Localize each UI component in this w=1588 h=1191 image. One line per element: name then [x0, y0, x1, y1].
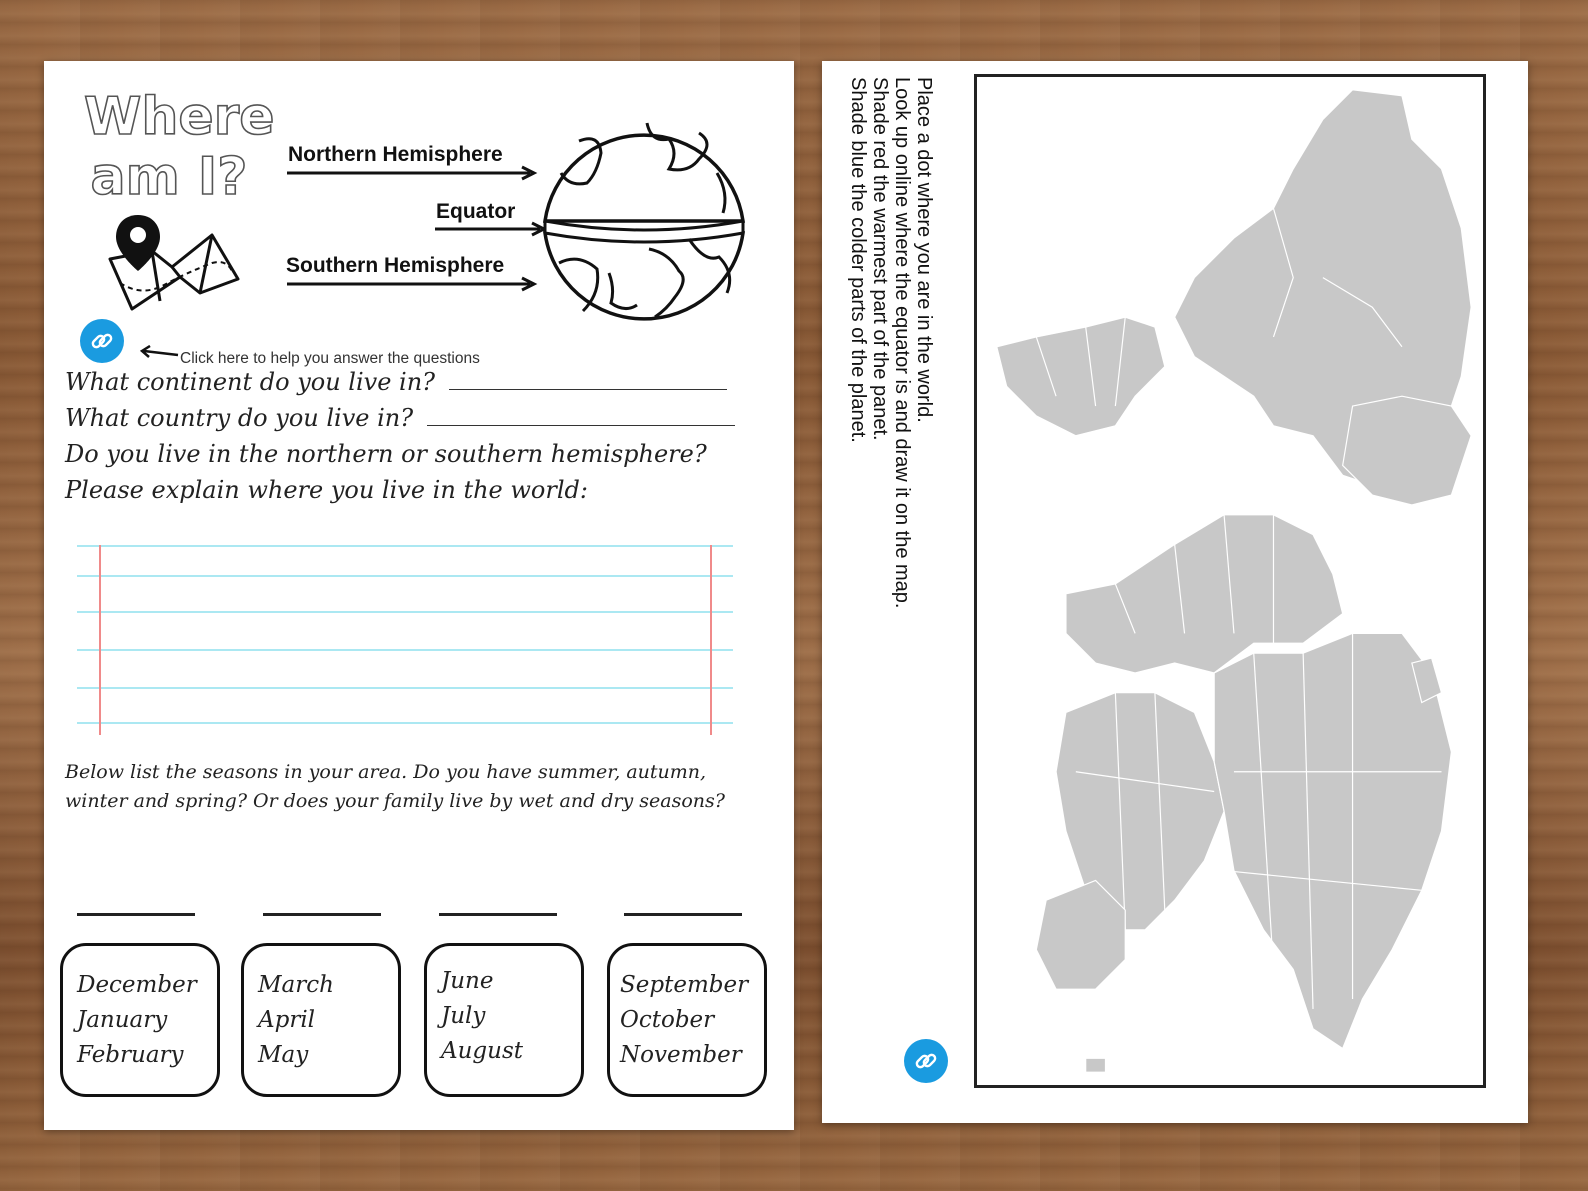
question-country [65, 404, 735, 432]
instruction-line-3: Shade red the warmest part of the panet. [869, 77, 891, 441]
equator-arrow-icon [434, 221, 550, 237]
season-blank-1[interactable] [77, 913, 195, 916]
month-label: May [258, 1042, 309, 1068]
month-label: August [441, 1038, 524, 1064]
month-box-dec-feb [60, 943, 220, 1097]
month-label: October [620, 1007, 715, 1033]
answer-continent-line[interactable] [449, 372, 727, 390]
map-link-button[interactable] [904, 1039, 948, 1083]
globe-icon [539, 113, 749, 337]
month-label: January [77, 1007, 168, 1033]
link-icon [89, 328, 115, 354]
season-blank-3[interactable] [439, 913, 557, 916]
month-box-sep-nov [607, 943, 767, 1097]
seasons-prompt-line-1: Below list the seasons in your area. Do you have summer, autumn, [65, 761, 707, 783]
world-map[interactable] [977, 77, 1483, 1085]
map-instructions [835, 77, 935, 717]
season-blank-2[interactable] [263, 913, 381, 916]
question-continent-text: What continent do you live in? [65, 368, 436, 396]
folded-map-icon [102, 213, 247, 325]
continent-europe [1066, 515, 1343, 673]
month-label: July [441, 1003, 486, 1029]
month-box-mar-may [241, 943, 401, 1097]
question-explain: Please explain where you live in the world: [65, 476, 588, 504]
northern-hemisphere-label: Northern Hemisphere [288, 143, 503, 166]
equator-label: Equator [436, 200, 516, 223]
month-label: March [258, 972, 334, 998]
continent-australia [1036, 880, 1125, 989]
question-country-text: What country do you live in? [65, 404, 414, 432]
month-label: February [77, 1042, 184, 1068]
month-label: June [441, 968, 494, 994]
worksheet-page [44, 61, 794, 1130]
title-line-1: Where [84, 87, 275, 147]
help-link-button[interactable] [80, 319, 124, 363]
explain-writing-area[interactable] [77, 545, 733, 741]
worksheet-title [84, 87, 275, 207]
northern-arrow-icon [286, 165, 541, 181]
month-box-jun-aug [424, 943, 584, 1097]
world-map-frame[interactable] [974, 74, 1486, 1088]
continent-south-america [997, 317, 1165, 436]
question-hemisphere: Do you live in the northern or southern hemisphere? [65, 440, 707, 468]
title-line-2: am I? [90, 147, 248, 207]
instruction-line-1: Place a dot where you are in the world. [913, 77, 935, 423]
seasons-prompt-line-2: winter and spring? Or does your family live by wet and dry seasons? [65, 790, 725, 812]
month-label: September [620, 972, 749, 998]
map-page [822, 61, 1528, 1123]
month-label: November [620, 1042, 742, 1068]
seasons-prompt [65, 758, 775, 816]
southern-hemisphere-label: Southern Hemisphere [286, 254, 505, 277]
month-label: December [77, 972, 197, 998]
help-hint-text: Click here to help you answer the questions [180, 350, 480, 367]
continent-asia [1214, 633, 1451, 1048]
season-blank-4[interactable] [624, 913, 742, 916]
question-continent [65, 368, 727, 396]
answer-country-line[interactable] [427, 408, 735, 426]
link-icon [913, 1048, 939, 1074]
instruction-line-4: Shade blue the colder parts of the planet. [847, 77, 869, 443]
hint-arrow-icon [140, 345, 180, 359]
month-label: April [258, 1007, 316, 1033]
southern-arrow-icon [286, 276, 541, 292]
instruction-line-2: Look up online where the equator is and draw it on the map. [891, 77, 913, 609]
continent-greenland [1343, 396, 1471, 505]
